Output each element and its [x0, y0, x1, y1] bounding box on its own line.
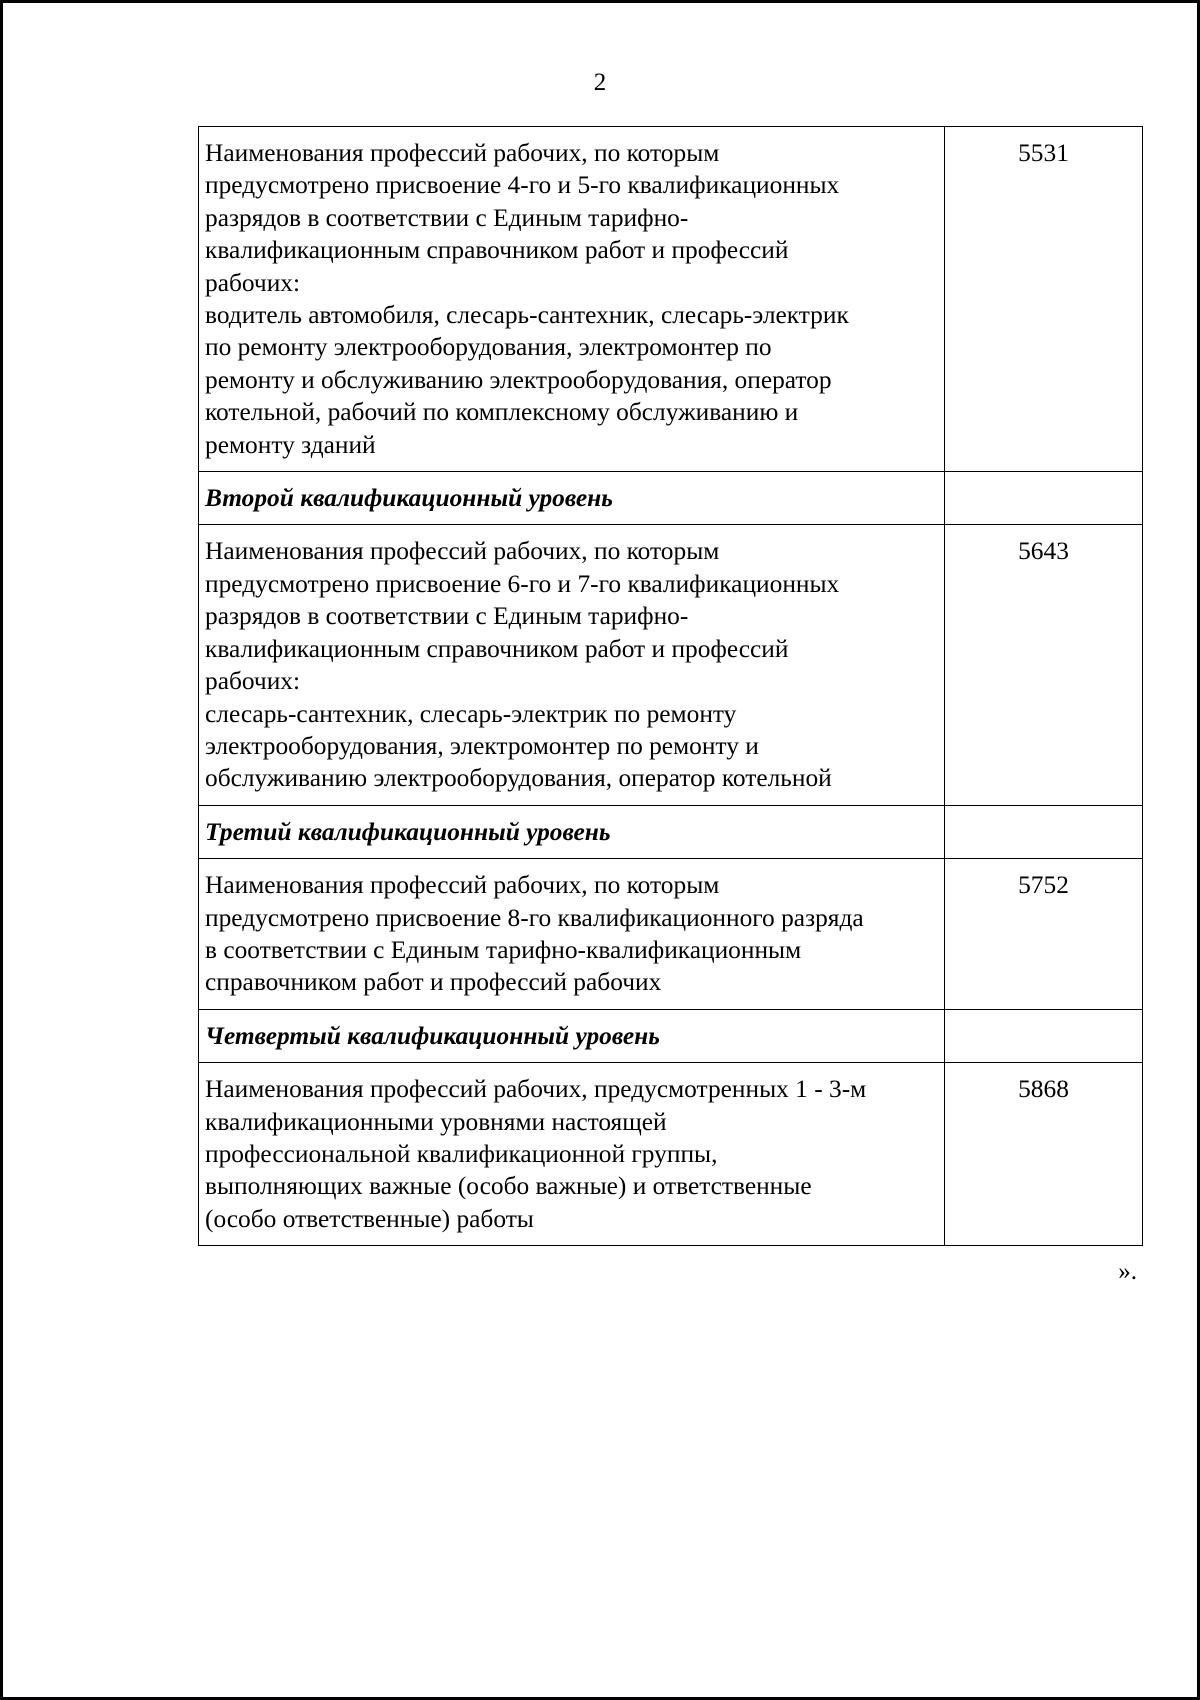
table-row	[199, 1063, 1143, 1246]
description-professions: слесарь-сантехник, слесарь-электрик по ремонту электрооборудования, электромонтер по ремонту и обслуживанию электрооборудования, оператор котельной	[205, 699, 832, 793]
closing-quote-mark: ».	[1118, 1258, 1137, 1285]
level-header-row	[199, 472, 1143, 525]
page-number: 2	[593, 69, 607, 96]
level-header: Второй квалификационный уровень	[199, 472, 945, 525]
description-intro: Наименования профессий рабочих, по которым предусмотрено присвоение 8-го квалификационного разряда в соответствии с Единым тарифно-квалификационным справочником работ и профессий рабочих	[205, 871, 864, 997]
salary-value: 5868	[945, 1063, 1143, 1246]
profession-description	[199, 525, 945, 805]
description-intro: Наименования профессий рабочих, предусмотренных 1 - 3-м квалификационными уровнями настоящей профессиональной квалификационной группы, выполняющих важные (особо важные) и ответственные (особо ответственные) работы	[205, 1075, 867, 1233]
salary-table	[198, 126, 1143, 1246]
level-header: Четвертый квалификационный уровень	[199, 1009, 945, 1062]
salary-value: 5531	[945, 127, 1143, 472]
profession-description	[199, 1063, 945, 1246]
profession-description	[199, 127, 945, 472]
level-header: Третий квалификационный уровень	[199, 805, 945, 858]
salary-value: 5643	[945, 525, 1143, 805]
empty-cell	[945, 1009, 1143, 1062]
profession-description	[199, 859, 945, 1010]
table-row	[199, 525, 1143, 805]
description-intro: Наименования профессий рабочих, по которым предусмотрено присвоение 6-го и 7-го квалификационных разрядов в соответствии с Единым тарифно- квалификационным справочником работ и профессий рабочих:	[205, 537, 840, 696]
salary-value: 5752	[945, 859, 1143, 1010]
level-header-row	[199, 1009, 1143, 1062]
description-intro: Наименования профессий рабочих, по которым предусмотрено присвоение 4-го и 5-го квалификационных разрядов в соответствии с Единым тарифно- квалификационным справочником работ и профессий рабочих:	[205, 139, 840, 297]
description-professions: водитель автомобиля, слесарь-сантехник, слесарь-электрик по ремонту электрооборудования, электромонтер по ремонту и обслуживанию электрооборудования, оператор котельной, рабочий по комплексному обслуживанию и ремонту зданий	[205, 301, 849, 459]
level-header-row	[199, 805, 1143, 858]
table-row	[199, 859, 1143, 1010]
empty-cell	[945, 472, 1143, 525]
empty-cell	[945, 805, 1143, 858]
table-row	[199, 127, 1143, 472]
